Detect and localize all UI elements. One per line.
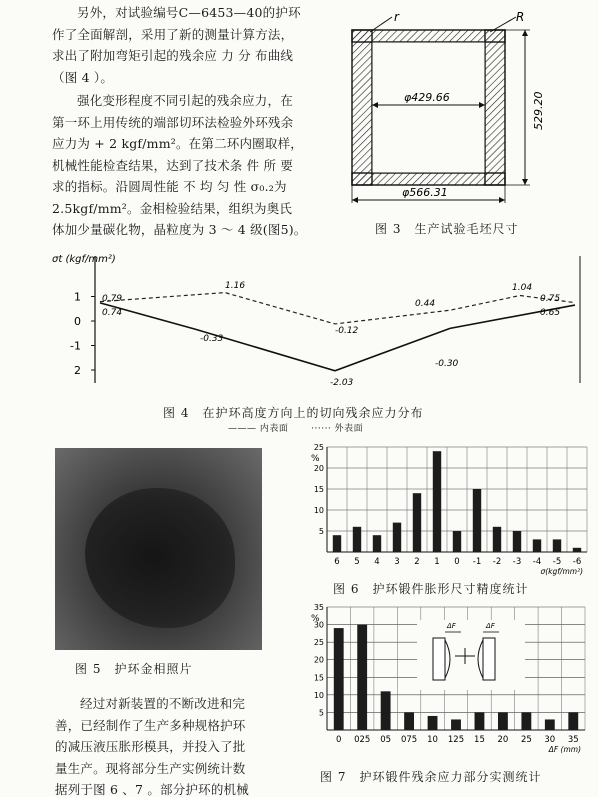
y-tick-label: 0 xyxy=(74,315,81,328)
bar xyxy=(475,712,485,730)
y-axis-label: σt (kgf/mm²) xyxy=(52,254,116,265)
paragraph-1 xyxy=(52,2,301,88)
bar xyxy=(381,691,391,730)
x-tick-label: 4 xyxy=(374,557,380,567)
figure-3-caption: 图 3 生产试验毛坯尺寸 xyxy=(375,222,519,236)
text-line: 求的指标。沿圆周性能 不 均 匀 性 σ₀.₂为 xyxy=(52,179,287,194)
y-tick-label: 35 xyxy=(313,603,324,612)
text-line: 应力为 + 2 kgf/mm²。在第二环内圈取样， xyxy=(52,136,303,151)
bar xyxy=(373,535,381,552)
x-tick-label: 25 xyxy=(520,735,532,745)
text-line: 机械性能检查结果，达到了技术条 件 所 要 xyxy=(52,157,294,173)
outer-diameter-label: φ566.31 xyxy=(402,186,448,199)
bar xyxy=(573,548,581,552)
bar xyxy=(357,625,367,730)
text-line: 作了全面解剖，采用了新的测量计算方法， xyxy=(52,26,294,42)
bar xyxy=(428,716,438,730)
y-tick-label: 25 xyxy=(313,638,324,648)
text-line: 的减压液压胀形模具，并投入了批 xyxy=(55,739,246,754)
paragraph-3 xyxy=(55,693,249,801)
bar xyxy=(393,523,401,552)
x-axis-label: ΔF (mm) xyxy=(548,745,581,754)
figure-3-drawing xyxy=(330,5,590,220)
y-tick-label: 20 xyxy=(313,464,324,473)
x-tick-label: 0 xyxy=(454,557,460,567)
bar xyxy=(533,539,541,552)
data-label: -0.12 xyxy=(335,326,359,336)
data-label: 0.44 xyxy=(415,299,436,309)
x-tick-label: -5 xyxy=(552,557,562,567)
legend-inner: ——— 内表面 xyxy=(228,424,289,434)
bar xyxy=(513,531,521,552)
data-label: -2.03 xyxy=(330,378,354,388)
y-tick-label: 10 xyxy=(313,506,324,515)
ring-bottom-band xyxy=(352,173,505,185)
text-line: 据列于图 6 、7 。部分护环的机械 xyxy=(55,782,249,797)
label-r: r xyxy=(394,10,399,24)
x-tick-label: -2 xyxy=(492,557,502,567)
inner-diameter-label: φ429.66 xyxy=(404,91,450,104)
x-tick-label: 05 xyxy=(380,735,392,745)
text-line: 量生产。现将部分生产实例统计数 xyxy=(55,760,246,776)
x-tick-label: 10 xyxy=(427,735,438,745)
inset-ring-left xyxy=(433,638,445,680)
text-line: 2.5kgf/mm²。金相检验结果，组织为奥氏 xyxy=(52,200,293,216)
x-tick-label: 1 xyxy=(434,557,440,567)
x-tick-label: -4 xyxy=(532,557,542,567)
data-label: -0.30 xyxy=(435,359,459,369)
x-tick-label: 2 xyxy=(414,557,420,567)
figure-7-chart xyxy=(305,600,595,754)
figure-6-chart xyxy=(305,440,595,575)
data-label: 1.04 xyxy=(512,283,533,293)
y-tick-label: 5 xyxy=(318,708,324,718)
text-line: 第一环上用传统的端部切环法检验外环残余 xyxy=(52,114,294,130)
figure-5-caption: 图 5 护环金相照片 xyxy=(75,662,193,676)
inset-label: ΔF xyxy=(486,622,495,630)
text-line: 求出了附加弯矩引起的残余应 力 分 布曲线 xyxy=(52,48,294,63)
y-tick-label: 25 xyxy=(313,443,324,452)
figure-7-caption: 图 7 护环锻件残余应力部分实测统计 xyxy=(320,770,542,784)
bar xyxy=(545,719,555,730)
label-R: R xyxy=(516,10,525,24)
bar xyxy=(553,539,561,552)
y-tick-label: 1 xyxy=(74,290,81,304)
y-axis-label: % xyxy=(311,614,320,624)
series-outer-line xyxy=(100,293,575,324)
bar xyxy=(493,527,501,552)
figure-6-caption: 图 6 护环锻件胀形尺寸精度统计 xyxy=(333,582,529,596)
ring-top-band xyxy=(352,30,505,42)
bar xyxy=(453,531,461,552)
data-label: 1.16 xyxy=(225,281,246,291)
y-tick-label: 10 xyxy=(313,690,324,700)
x-tick-label: 125 xyxy=(447,735,465,745)
x-tick-label: 075 xyxy=(400,735,418,745)
y-axis-label: % xyxy=(311,454,320,464)
y-tick-label: 15 xyxy=(313,485,324,494)
x-tick-label: 30 xyxy=(544,735,556,745)
y-tick-label: 5 xyxy=(318,527,324,536)
data-label: 0.74 xyxy=(102,308,123,318)
x-tick-label: 15 xyxy=(474,735,485,745)
bar xyxy=(451,719,461,730)
text-line: （图 4 ）。 xyxy=(52,69,114,85)
ring-wall-left xyxy=(352,30,372,185)
x-tick-label: -6 xyxy=(572,557,582,567)
metallograph-photo xyxy=(55,448,262,650)
figure-4-chart xyxy=(50,248,590,398)
height-label: 529.20 xyxy=(532,91,545,130)
x-tick-label: -3 xyxy=(512,557,522,567)
text-line: 善，已经制作了生产多种规格护环 xyxy=(55,717,246,733)
data-label: -0.33 xyxy=(200,334,224,344)
text-line: 强化变形程度不同引起的残余应力，在 xyxy=(77,93,293,108)
bar xyxy=(353,527,361,552)
bar xyxy=(404,712,414,730)
text-line: 经过对新装置的不断改进和完 xyxy=(80,696,246,711)
y-tick-label: 30 xyxy=(313,620,324,630)
figure-4-legend xyxy=(228,421,363,434)
text-line: 另外，对试验编号C—6453—40的护环 xyxy=(77,5,301,20)
inset-ring-right xyxy=(483,638,495,680)
x-tick-label: 3 xyxy=(394,557,400,567)
bar xyxy=(413,493,421,552)
x-axis-label: σ(kgf/mm²) xyxy=(540,567,583,576)
y-tick-label: -1 xyxy=(70,339,81,353)
paragraph-2 xyxy=(52,90,307,241)
text-line: 体加少量碳化物，晶粒度为 3 ～ 4 级(图5)。 xyxy=(52,222,307,237)
series-inner-line xyxy=(100,303,575,371)
figure-4-caption: 图 4 在护环高度方向上的切向残余应力分布 xyxy=(163,406,424,420)
inset-label: ΔF xyxy=(447,622,456,630)
data-label: 0.79 xyxy=(102,294,123,304)
ring-wall-right xyxy=(485,30,505,185)
legend-outer: ······ 外表面 xyxy=(311,424,364,434)
y-tick-label: 20 xyxy=(313,655,324,665)
x-tick-label: 5 xyxy=(354,557,360,567)
data-label: 0.75 xyxy=(540,294,561,304)
x-tick-label: 20 xyxy=(497,735,509,745)
x-tick-label: 35 xyxy=(567,735,579,745)
x-tick-label: 6 xyxy=(334,557,340,567)
x-tick-label: 0 xyxy=(336,735,342,745)
bar xyxy=(433,451,441,552)
x-tick-label: 025 xyxy=(354,735,371,745)
y-tick-label: 2 xyxy=(74,364,81,377)
data-label: 0.65 xyxy=(540,308,561,318)
y-tick-label: 15 xyxy=(313,673,324,683)
x-tick-label: -1 xyxy=(472,557,482,567)
bar xyxy=(568,712,578,730)
bar xyxy=(333,535,341,552)
bar xyxy=(521,712,531,730)
bar xyxy=(498,712,508,730)
bar xyxy=(334,628,344,730)
bar xyxy=(473,489,481,552)
